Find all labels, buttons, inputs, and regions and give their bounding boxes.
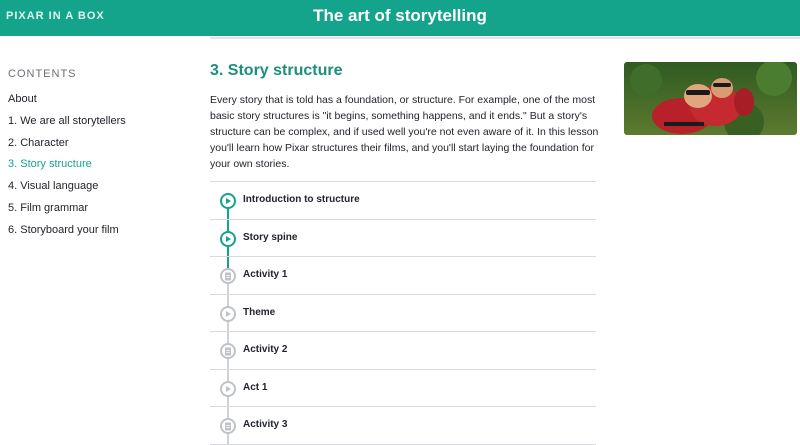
document-icon [220, 418, 236, 434]
sidebar-item-about[interactable]: About [8, 93, 37, 105]
lesson-row-activity-3[interactable] [210, 407, 596, 445]
play-icon [220, 306, 236, 322]
lesson-list [210, 181, 596, 445]
lesson-row-intro-structure[interactable] [210, 182, 596, 220]
play-icon [220, 381, 236, 397]
lesson-label: Activity 2 [243, 344, 288, 355]
incredibles-still-image [624, 62, 797, 135]
lesson-label: Activity 1 [243, 269, 288, 280]
section-title: 3. Story structure [210, 62, 343, 79]
play-icon [220, 193, 236, 209]
sidebar-item-storytellers[interactable]: 1. We are all storytellers [8, 114, 126, 127]
sidebar-item-visual-language[interactable]: 4. Visual language [8, 180, 99, 193]
brand-link[interactable]: PIXAR IN A BOX [6, 10, 105, 22]
play-icon [220, 231, 236, 247]
sidebar-item-storyboard[interactable]: 6. Storyboard your film [8, 223, 119, 236]
lesson-label: Story spine [243, 231, 298, 243]
sidebar-item-film-grammar[interactable]: 5. Film grammar [8, 201, 89, 214]
lesson-row-theme[interactable] [210, 295, 596, 333]
sidebar-item-character[interactable]: 2. Character [8, 136, 69, 149]
document-icon [220, 268, 236, 284]
lesson-label: Act 1 [243, 381, 268, 393]
lesson-row-activity-1[interactable] [210, 257, 596, 295]
contents-sidebar [8, 68, 188, 245]
lesson-row-activity-2[interactable] [210, 332, 596, 370]
section-intro: Every story that is told has a foundation, or structure. For example, one of the most basic story structures is "it begins, something happens, and it ends." But a story's structure can be complex, and if used well you're not even aware of it. In this lesson you'll learn how Pixar structures their films, and you'll start laying the foundation for your own stories. [210, 94, 599, 170]
page-title: The art of storytelling [313, 6, 487, 25]
lesson-label: Introduction to structure [243, 194, 360, 205]
lesson-row-act-1[interactable] [210, 370, 596, 408]
header-divider [210, 37, 800, 39]
lesson-label: Theme [243, 306, 276, 318]
document-icon [220, 343, 236, 359]
top-bar [0, 0, 800, 36]
lesson-row-story-spine[interactable] [210, 220, 596, 258]
hero-image [624, 62, 797, 135]
contents-heading: CONTENTS [8, 68, 77, 80]
lesson-label: Activity 3 [243, 419, 288, 430]
sidebar-item-story-structure[interactable]: 3. Story structure [8, 158, 92, 171]
